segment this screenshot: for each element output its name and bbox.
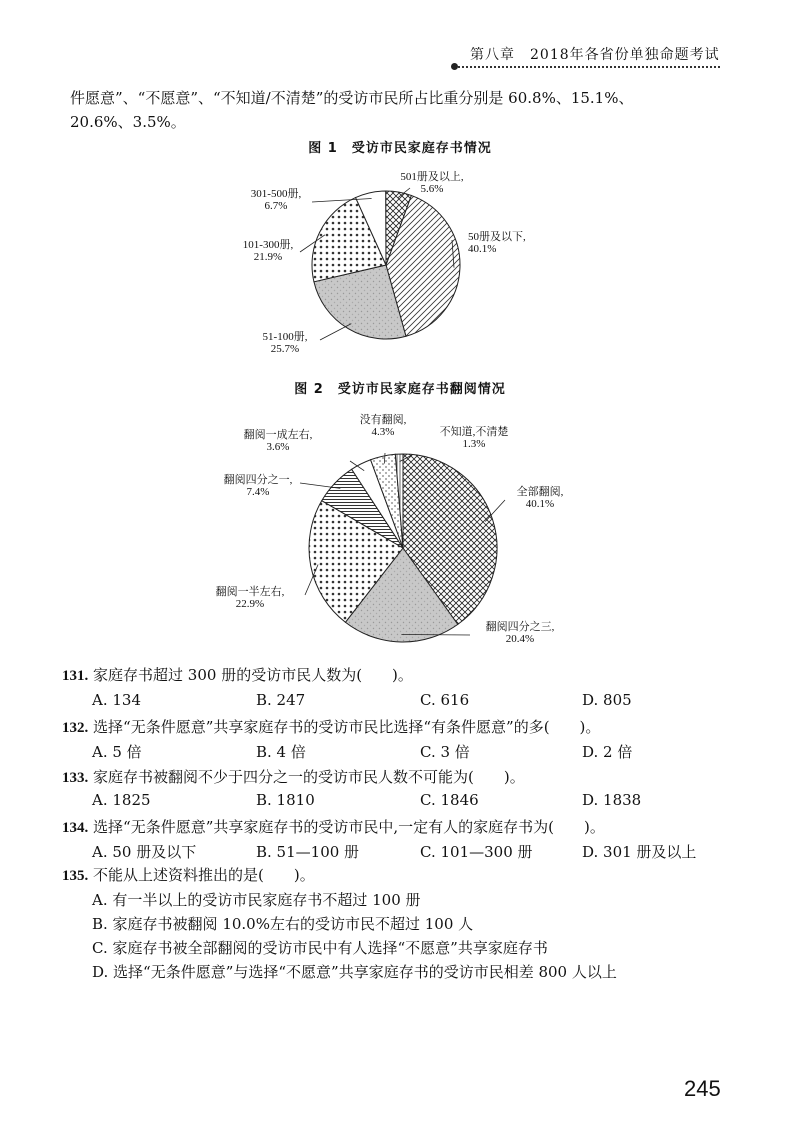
option-c[interactable]: C. 3 倍 [420, 743, 470, 761]
option-d[interactable]: D. 选择“无条件愿意”与选择“不愿意”共享家庭存书的受访市民相差 800 人以上 [92, 963, 617, 981]
question-131 [62, 664, 413, 685]
question-stem: 不能从上述资料推出的是( )。 [93, 866, 315, 884]
slice-value-label: 5.6% [420, 183, 444, 195]
intro-line-1: 件愿意”、“不愿意”、“不知道/不清楚”的受访市民所占比重分别是 60.8%、15.1%、 [70, 89, 634, 107]
page-number: 245 [684, 1076, 721, 1101]
option-c[interactable]: C. 616 [420, 691, 470, 709]
slice-label: 没有翻阅, [359, 414, 407, 426]
option-b[interactable]: B. 4 倍 [256, 743, 306, 761]
option-d[interactable]: D. 1838 [582, 791, 642, 809]
slice-label: 501册及以上, [400, 171, 464, 183]
question-135 [62, 864, 315, 885]
option-a[interactable]: A. 有一半以上的受访市民家庭存书不超过 100 册 [92, 891, 421, 909]
slice-value-label: 4.3% [371, 426, 395, 438]
intro-paragraph [70, 86, 730, 134]
slice-label: 不知道,不清楚 [439, 426, 509, 438]
option-a[interactable]: A. 5 倍 [92, 743, 142, 761]
option-b[interactable]: B. 1810 [256, 791, 315, 809]
figure-1-pie-chart [0, 160, 800, 370]
slice-value-label: 22.9% [235, 598, 265, 610]
intro-line-2: 20.6%、3.5%。 [70, 113, 186, 131]
leader-line [401, 635, 470, 636]
option-b[interactable]: B. 51—100 册 [256, 843, 360, 861]
slice-label: 翻阅四分之一, [223, 474, 293, 486]
slice-label: 翻阅一半左右, [215, 586, 285, 598]
question-stem: 选择“无条件愿意”共享家庭存书的受访市民中,一定有人的家庭存书为( )。 [93, 818, 605, 836]
figure-1-title: 图 1 受访市民家庭存书情况 [308, 141, 492, 156]
question-stem: 家庭存书被翻阅不少于四分之一的受访市民人数不可能为( )。 [93, 768, 525, 786]
slice-label: 301-500册, [250, 188, 302, 200]
option-b[interactable]: B. 247 [256, 691, 306, 709]
option-a[interactable]: A. 50 册及以下 [92, 843, 197, 861]
option-c[interactable]: C. 1846 [420, 791, 479, 809]
question-number: 132. [62, 720, 89, 736]
slice-label: 101-300册, [242, 239, 294, 251]
option-c[interactable]: C. 家庭存书被全部翻阅的受访市民中有人选择“不愿意”共享家庭存书 [92, 939, 548, 957]
slice-label: 50册及以下, [468, 231, 526, 243]
slice-value-label: 21.9% [253, 251, 283, 263]
figure-2-pie-chart [0, 405, 800, 655]
slice-value-label: 7.4% [246, 486, 270, 498]
option-a[interactable]: A. 134 [92, 691, 141, 709]
slice-value-label: 3.6% [266, 441, 290, 453]
running-header: 第八章 2018年各省份单独命题考试 [470, 47, 720, 63]
question-number: 135. [62, 868, 89, 884]
question-133 [62, 766, 525, 787]
slice-value-label: 40.1% [525, 498, 555, 510]
slice-label: 全部翻阅, [516, 486, 564, 498]
option-b[interactable]: B. 家庭存书被翻阅 10.0%左右的受访市民不超过 100 人 [92, 915, 474, 933]
option-d[interactable]: D. 2 倍 [582, 743, 633, 761]
figure-2-title: 图 2 受访市民家庭存书翻阅情况 [294, 382, 506, 397]
question-134 [62, 816, 605, 837]
question-number: 131. [62, 668, 89, 684]
slice-value-label: 6.7% [264, 200, 288, 212]
leader-line [320, 324, 351, 340]
slice-value-label: 20.4% [505, 633, 535, 645]
question-132 [62, 716, 600, 737]
option-d[interactable]: D. 805 [582, 691, 632, 709]
slice-label: 51-100册, [262, 331, 308, 343]
option-c[interactable]: C. 101—300 册 [420, 843, 533, 861]
slice-label: 翻阅四分之三, [485, 621, 555, 633]
question-number: 133. [62, 770, 89, 786]
question-number: 134. [62, 820, 89, 836]
question-stem: 选择“无条件愿意”共享家庭存书的受访市民比选择“有条件愿意”的多( )。 [93, 718, 601, 736]
slice-value-label: 25.7% [270, 343, 300, 355]
header-divider [455, 66, 720, 68]
question-stem: 家庭存书超过 300 册的受访市民人数为( )。 [93, 666, 413, 684]
option-a[interactable]: A. 1825 [92, 791, 151, 809]
slice-value-label: 1.3% [462, 438, 486, 450]
option-d[interactable]: D. 301 册及以上 [582, 843, 697, 861]
slice-value-label: 40.1% [468, 243, 497, 255]
slice-label: 翻阅一成左右, [243, 429, 313, 441]
